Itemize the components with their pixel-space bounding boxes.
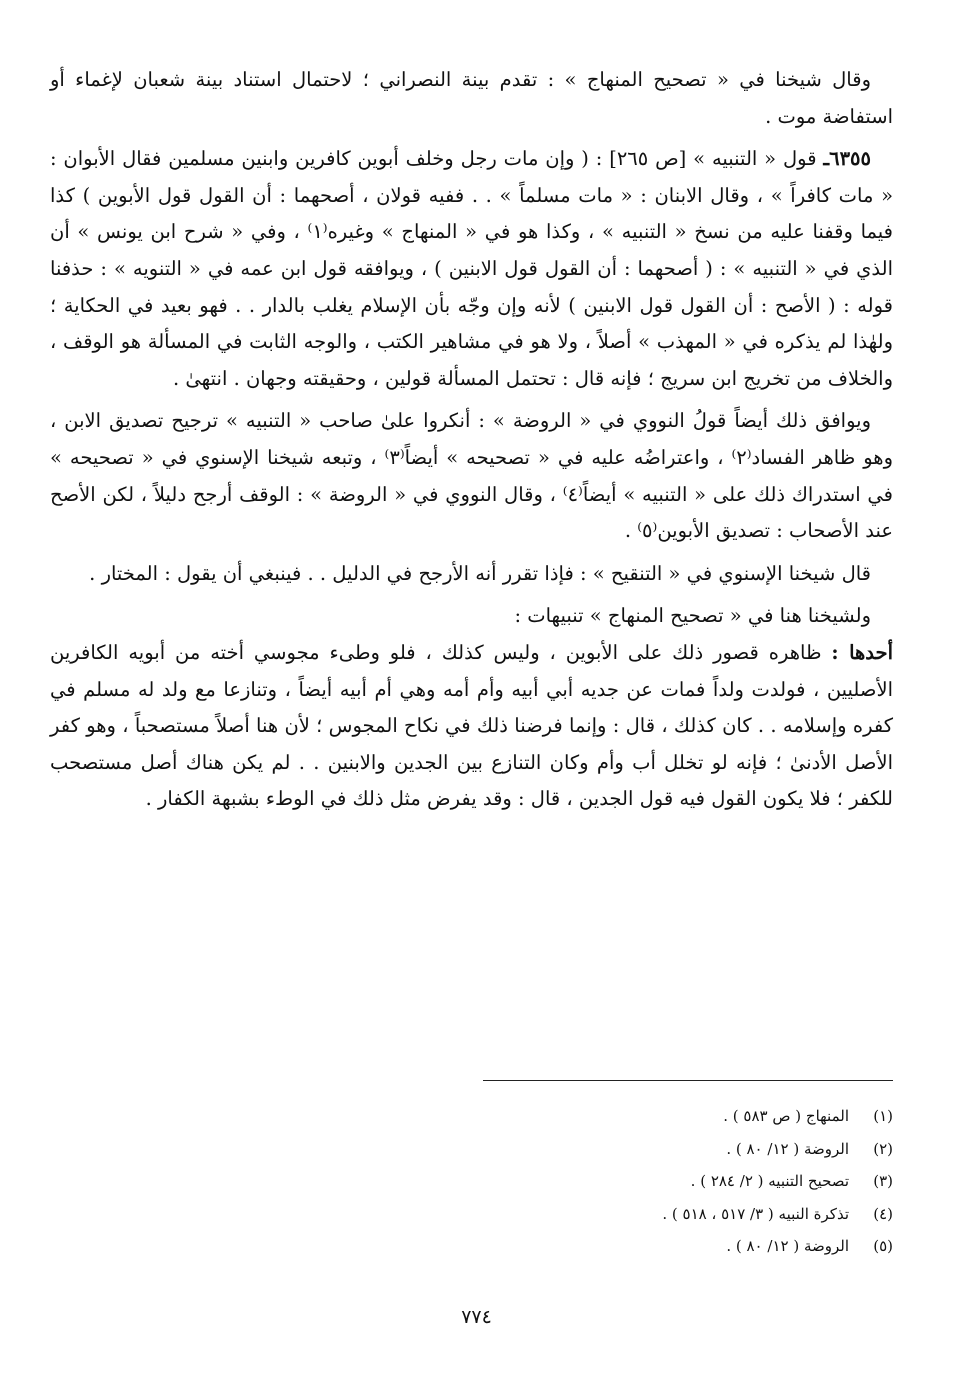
paragraph-6-text: ظاهره قصور ذلك على الأبوين ، وليس كذلك ، فلو وطىء مجوسي أخته من أبويه الكافرين الأصليين ، فولدت ولداً فمات عن جديه أبي أبيه وأم أمه وهي أم أبيه أيضاً ، وتنازعا مع ولد له مسلم في كفره وإسلامه . . كان كذلك ، قال : وإنما فرضنا ذلك في نكاح المجوس ؛ لأن هنا أصلاً مستصحباً ، وهو كفر الأصل الأدنىٰ ؛ فإنه لو تخلل أب وأم وكان التنازع بين الجدين والابنين . . لم يكن هناك أصل مستصحب للكفر ؛ فلا يكون القول فيه قول الجدين ، قال : وقد يفرض مثل ذلك في الوطء بشبهة الكفار . (50, 640, 894, 811)
footnote-number: (٥) (873, 1237, 893, 1255)
footnote-text: تصحيح التنبيه ( ٢/ ٢٨٤ ) . (690, 1172, 849, 1190)
paragraph-6-lead: أحدها : (831, 640, 893, 664)
paragraph-2 (50, 141, 893, 397)
page-number: ٧٧٤ (461, 1306, 492, 1328)
footnote-text: تذكرة النبيه ( ٣/ ٥١٧ ، ٥١٨ ) . (662, 1204, 849, 1223)
paragraph-4: قال شيخنا الإسنوي في « التنقيح » : فإذا تقرر أنه الأرجح في الدليل . . فينبغي أن يقول : المختار . (89, 561, 871, 585)
paragraph-6 (50, 635, 893, 818)
paragraph-2-text: قول « التنبيه » [ص ٢٦٥] : ( وإن مات رجل وخلف أبوين كافرين وابنين مسلمين فقال الأبوان : « مات كافراً » ، وقال الابنان : « مات مسلماً » . . ففيه قولان ، أصحهما : أن القول قول الأبوين ) كذا فيما وقفنا عليه من نسخ « التنبيه » ، وكذا هو في « المنهاج » وغيره⁽١⁾ ، وفي « شرح ابن يونس » أن الذي في « التنبيه » : ( أصحهما : أن القول قول الابنين ) ، ويوافقه قول ابن عمه في « التنويه » : حذفنا قوله : ( الأصح : أن القول قول الابنين ) لأنه وإن وجّه بأن الإسلام يغلب بالدار . . فهو بعيد في الحكاية ؛ ولهٰذا لم يذكره في « المهذب » أصلاً ، ولا هو في مشاهير الكتب ، والوجه الثابت في المسألة هو الوقف ، والخلاف من تخريج ابن سريج ؛ فإنه قال : تحتمل المسألة قولين ، وحقيقته وجهان . انتهىٰ . (50, 147, 893, 390)
footnote-text: المنهاج ( ص ٥٨٣ ) . (723, 1107, 849, 1125)
footnote-number: (٤) (873, 1204, 893, 1223)
footnote-item (473, 1133, 893, 1166)
footnote-item (473, 1165, 893, 1198)
footnote-number: (٣) (873, 1172, 893, 1190)
footnote-item (473, 1230, 893, 1263)
paragraph-3: ويوافق ذلك أيضاً قولُ النووي في « الروضة » : أنكروا علىٰ صاحب « التنبيه » ترجيح تصديق الابن ، وهو ظاهر الفساد⁽٢⁾ ، واعتراضُه عليه في « تصحيحه » أيضاً⁽٣⁾ ، وتبعه شيخنا الإسنوي في « تصحيحه » في استدراك ذلك على « التنبيه » أيضاً⁽٤⁾ ، وقال النووي في « الروضة » : الوقف أرجح دليلاً ، لكن الأصح عند الأصحاب : تصديق الأبوين⁽٥⁾ . (50, 409, 893, 543)
paragraph-1: وقال شيخنا في « تصحيح المنهاج » : تقدم بينة النصراني ؛ لاحتمال استناد بينة شعبان لإغماء أو استفاضة موت . (50, 68, 893, 128)
paragraph-5: ولشيخنا هنا في « تصحيح المنهاج » تنبيهات : (514, 604, 871, 628)
footnote-item (473, 1100, 893, 1133)
footnote-item (473, 1198, 893, 1231)
footnote-number: (١) (873, 1107, 893, 1125)
entry-number: ٦٣٥٥ـ (823, 147, 872, 171)
footnote-divider (483, 1080, 893, 1081)
footnote-text: الروضة ( ١٢/ ٨٠ ) . (726, 1139, 849, 1158)
footnote-number: (٢) (873, 1139, 893, 1158)
footnotes (473, 1100, 893, 1263)
footnote-text: الروضة ( ١٢/ ٨٠ ) . (726, 1237, 849, 1255)
main-text (50, 62, 893, 818)
